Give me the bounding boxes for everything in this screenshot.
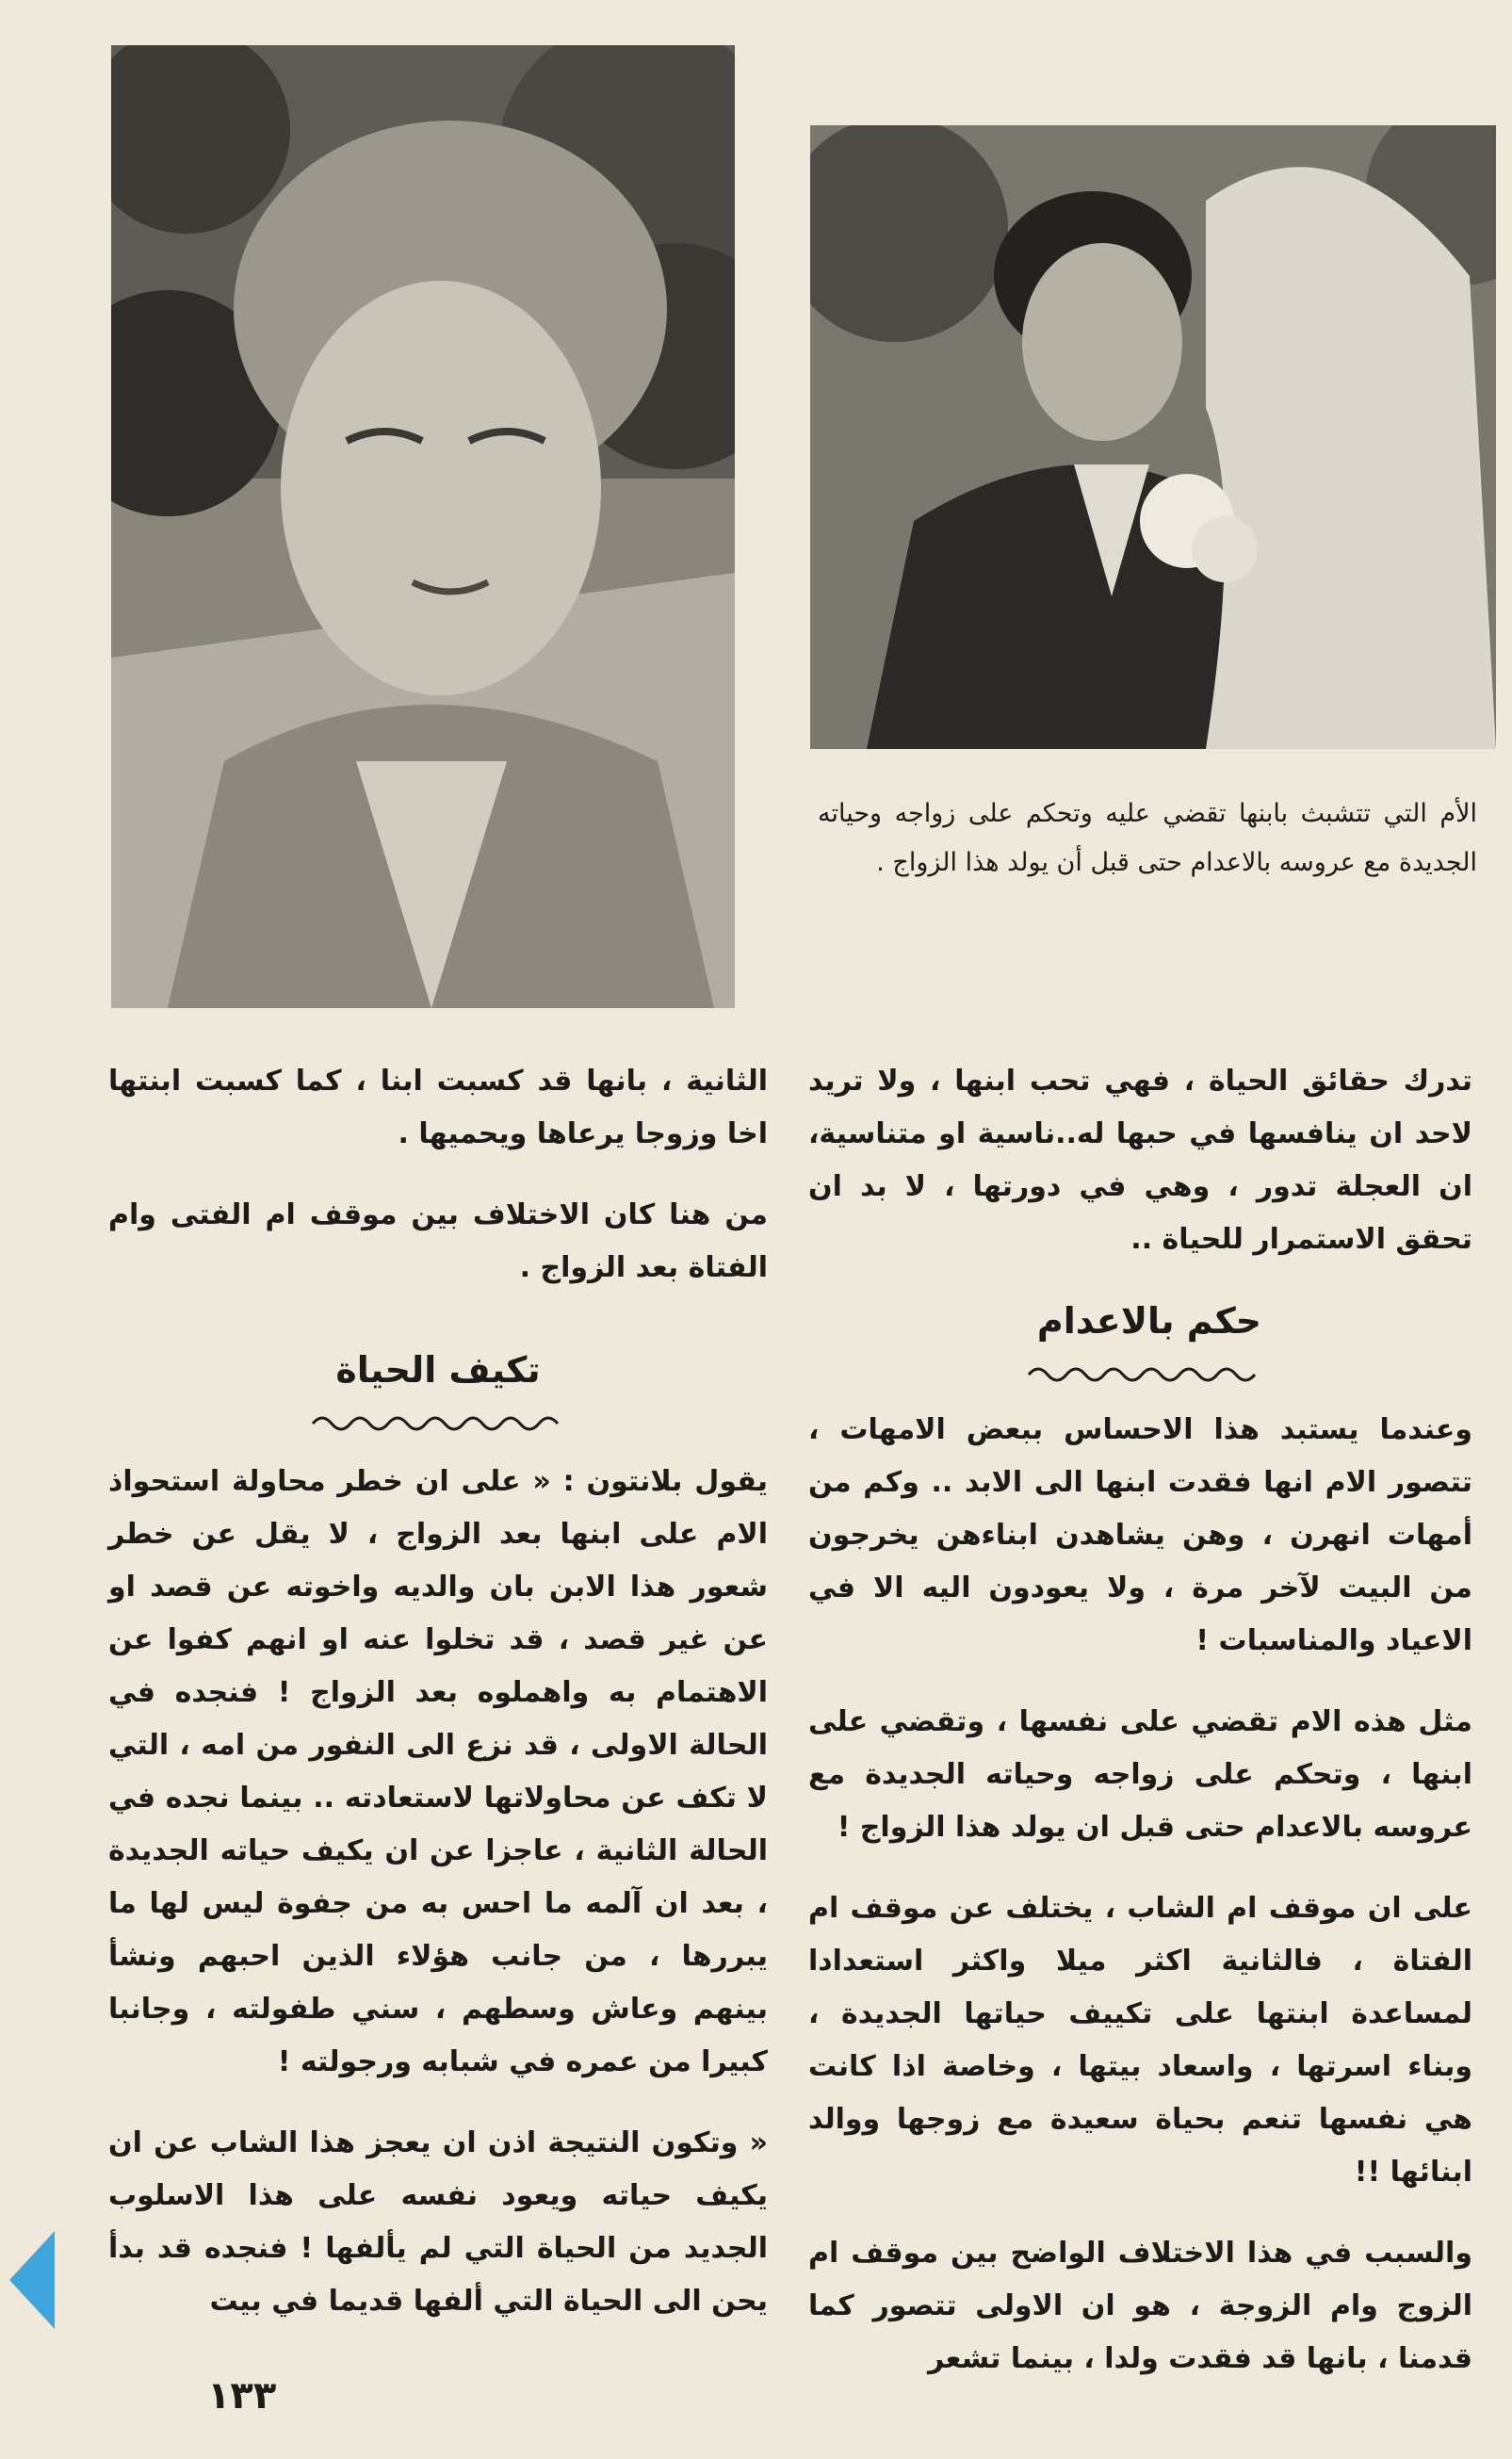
page-number: ١٣٣ [207,2374,277,2418]
paragraph: يقول بلانتون : « على ان خطر محاولة استحواذ الام على ابنها بعد الزواج ، لا يقل عن خطر شعور هذا الابن بان والديه واخوته عن قصد او عن غير قصد ، قد تخلوا عنه او انهم كفوا عن الاهتمام به واهملوه بعد الزواج ! فنجده في الحالة الاولى ، قد نزع الى النفور من امه ، التي لا تكف عن محاولاتها لاستعادته .. بينما نجده في الحالة الثانية ، عاجزا عن ان يكيف حياته الجديدة ، بعد ان آلمه ما احس به من جفوة ليس لها ما يبررها ، من جانب هؤلاء الذين احبهم ونشأ بينهم وعاش وسطهم ، سني طفولته ، وجانبا كبيرا من عمره في شبابه ورجولته ! [108,1465,768,2078]
photo-crying-mother [111,45,735,1008]
paragraph: وعندما يستبد هذا الاحساس ببعض الامهات ، تتصور الام انها فقدت ابنها الى الابد .. وكم من أمهات انهرن ، وهن يشاهدن ابناءهن يخرجون من البيت لآخر مرة ، ولا يعودون اليه الا في الاعياد والمناسبات ! [808,1413,1472,1657]
paragraph: على ان موقف ام الشاب ، يختلف عن موقف ام الفتاة ، فالثانية اكثر ميلا واكثر استعدادا لمساعدة ابنتها على تكييف حياتها الجديدة ، وبناء اسرتها ، واسعاد بيتها ، وخاصة اذا كانت هي نفسها تنعم بحياة سعيدة مع زوجها ووالد ابنائها !! [808,1892,1472,2189]
paragraph: مثل هذه الام تقضي على نفسها ، وتقضي على ابنها ، وتحكم على زواجه وحياته الجديدة مع عروسه بالاعدام حتى قبل ان يولد هذا الزواج ! [808,1705,1472,1844]
paragraph: الثانية ، بانها قد كسبت ابنا ، كما كسبت ابنتها اخا وزوجا يرعاها ويحميها . [108,1065,768,1150]
left-column [108,1055,768,1323]
photo-caption: الأم التي تتشبث بابنها تقضي عليه وتحكم على زواجه وحياته الجديدة مع عروسه بالاعدام حتى قبل أن يولد هذا الزواج . [818,799,1477,877]
paragraph: من هنا كان الاختلاف بين موقف ام الفتى وام الفتاة بعد الزواج . [108,1198,768,1284]
right-column [808,1055,1472,1295]
heading-underline [311,1413,565,1434]
section-heading-death-sentence: حكم بالاعدام [1036,1300,1262,1342]
section-heading-adapting-life: تكيف الحياة [335,1349,541,1391]
right-column-body [808,1404,1472,2414]
paragraph: والسبب في هذا الاختلاف الواضح بين موقف ام الزوج وام الزوجة ، هو ان الاولى تتصور كما قدمنا ، بانها قد فقدت ولدا ، بينما تشعر [808,2237,1472,2375]
paragraph: « وتكون النتيجة اذن ان يعجز هذا الشاب عن ان يكيف حياته ويعود نفسه على هذا الاسلوب الجديد من الحياة التي لم يألفها ! فنجده قد بدأ يحن الى الحياة التي ألفها قديما في بيت [108,2126,768,2318]
left-arrow-icon[interactable] [9,2231,55,2329]
heading-underline [1027,1364,1258,1385]
left-column-body [108,1456,768,2356]
paragraph: تدرك حقائق الحياة ، فهي تحب ابنها ، ولا تريد لاحد ان ينافسها في حبها له..ناسية او متناسية، ان العجلة تدور ، وهي في دورتها ، لا بد ان تحقق الاستمرار للحياة .. [808,1065,1472,1256]
photo-wedding-couple [810,125,1496,749]
